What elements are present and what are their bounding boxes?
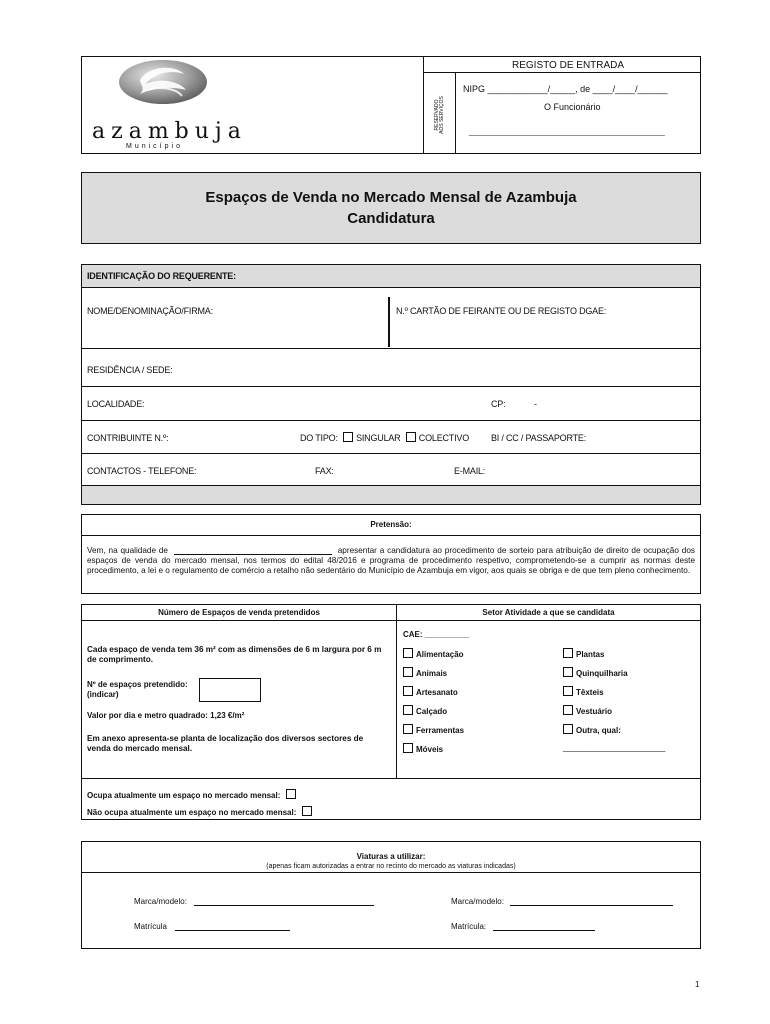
contribuinte-label: CONTRIBUINTE N.º:	[87, 433, 169, 443]
setores-col1	[403, 648, 553, 762]
espacos-col1-heading: Número de Espaços de venda pretendidos	[158, 608, 320, 617]
cartao-label: N.º CARTÃO DE FEIRANTE OU DE REGISTO DGAE:	[396, 306, 607, 316]
n-espacos-label: Nº de espaços pretendido:	[87, 680, 188, 689]
n-espacos-input[interactable]	[199, 678, 261, 702]
setor-item[interactable]	[563, 724, 693, 743]
viaturas-subheading: (apenas ficam autorizadas a entrar no recinto do mercado as viaturas indicadas)	[266, 863, 516, 870]
page-title: Espaços de Venda no Mercado Mensal de Azambuja	[205, 189, 577, 206]
row-divider-4	[82, 453, 700, 454]
pretensao-body: apresentar a candidatura ao procedimento de sorteio para atribuição de direito de ocupação dos espaços de venda do mercado mensal, nos termos do edital 48/2016 e programa de procedimento respetivo, comprometendo-se a cumprir as normas deste procedimento, a lei e o regulamento de comércio a retalho não sedentário do Município de Azambuja em vigor, aos quais se obriga e de que tem pleno conhecimento.	[87, 546, 695, 575]
setor-item[interactable]	[403, 648, 553, 667]
matricula-left-label: Matrícula	[134, 922, 167, 931]
setor-label: Móveis	[416, 745, 444, 754]
marca-left-input[interactable]	[194, 905, 374, 906]
pretensao-prefix: Vem, na qualidade de	[87, 546, 168, 555]
setor-item[interactable]	[403, 705, 553, 724]
setor-item[interactable]	[403, 724, 553, 743]
row-divider-3	[82, 420, 700, 421]
page-subtitle: Candidatura	[347, 210, 435, 227]
valor-label: Valor por dia e metro quadrado: 1,23 €/m²	[87, 711, 245, 720]
espaco-descricao: Cada espaço de venda tem 36 m² com as dimensões de 6 m largura por 6 m de comprimento.	[87, 645, 382, 664]
row-divider-1	[82, 348, 700, 349]
matricula-right-input[interactable]	[493, 930, 595, 931]
nome-divider	[388, 297, 390, 347]
setor-checkbox[interactable]	[403, 648, 413, 658]
cp-label: CP:	[491, 399, 506, 409]
ocupa-row	[87, 789, 299, 800]
setor-checkbox[interactable]	[563, 667, 573, 677]
colectivo-checkbox[interactable]	[406, 432, 416, 442]
funcionario-signature-line[interactable]: ____________________________________________	[469, 127, 665, 136]
setor-label: Alimentação	[416, 650, 464, 659]
setor-label: Artesanato	[416, 688, 458, 697]
registo-title: REGISTO DE ENTRADA	[512, 60, 625, 71]
setor-label: Quinquilharia	[576, 669, 628, 678]
identificacao-footer-bar	[82, 485, 700, 504]
setor-item[interactable]	[563, 705, 693, 724]
setor-label: Plantas	[576, 650, 605, 659]
setor-checkbox[interactable]	[403, 686, 413, 696]
espacos-col-divider	[396, 605, 397, 778]
nao-ocupa-label: Não ocupa atualmente um espaço no mercado mensal:	[87, 808, 297, 817]
bi-label: BI / CC / PASSAPORTE:	[491, 433, 586, 443]
nao-ocupa-checkbox[interactable]	[302, 806, 312, 816]
tipo-label: DO TIPO:	[300, 433, 338, 443]
row-divider-2	[82, 386, 700, 387]
setor-label: Ferramentas	[416, 726, 465, 735]
setor-item[interactable]	[403, 743, 553, 762]
pretensao-heading: Pretensão:	[370, 520, 412, 529]
pretensao-divider	[82, 535, 700, 536]
setor-label: Animais	[416, 669, 448, 678]
n-espacos-hint: (indicar)	[87, 690, 119, 699]
fax-label: FAX:	[315, 466, 334, 476]
marca-right-label: Marca/modelo:	[451, 897, 504, 906]
ocupa-label: Ocupa atualmente um espaço no mercado mensal:	[87, 791, 281, 800]
logo-name: azambuja	[92, 119, 247, 144]
nipg-field[interactable]: NIPG ____________/_____, de ____/____/______	[463, 84, 668, 94]
setor-label: Vestuário	[576, 707, 613, 716]
setor-label: Outra, qual:	[576, 726, 621, 735]
page-number: 1	[695, 980, 700, 989]
matricula-right-label: Matrícula:	[451, 922, 487, 931]
contactos-label: CONTACTOS - TELEFONE:	[87, 466, 197, 476]
setor-checkbox[interactable]	[563, 686, 573, 696]
viaturas-divider	[82, 872, 700, 873]
title-box	[81, 172, 701, 244]
registo-underline	[423, 72, 701, 73]
setor-checkbox[interactable]	[563, 724, 573, 734]
setor-checkbox[interactable]	[403, 705, 413, 715]
setor-item[interactable]	[563, 686, 693, 705]
colectivo-label: COLECTIVO	[418, 433, 470, 443]
funcionario-label: O Funcionário	[544, 102, 601, 112]
pretensao-text	[87, 546, 695, 576]
setor-checkbox[interactable]	[563, 648, 573, 658]
setor-item[interactable]	[403, 686, 553, 705]
espacos-heading-divider	[82, 620, 700, 621]
reservado-divider	[455, 72, 456, 153]
tipo-group	[300, 432, 469, 443]
nao-ocupa-row	[87, 806, 315, 817]
setor-checkbox[interactable]	[403, 743, 413, 753]
matricula-left-input[interactable]	[175, 930, 290, 931]
outra-input-line[interactable]: _______________________	[563, 743, 666, 752]
singular-checkbox[interactable]	[343, 432, 353, 442]
marca-left-label: Marca/modelo:	[134, 897, 187, 906]
residencia-label: RESIDÊNCIA / SEDE:	[87, 365, 173, 375]
marca-right-input[interactable]	[510, 905, 673, 906]
setor-item[interactable]	[563, 648, 693, 667]
email-label: E-MAIL:	[454, 466, 486, 476]
setor-label: Têxteis	[576, 688, 604, 697]
cp-dash: -	[534, 399, 537, 409]
cae-field[interactable]: CAE: __________	[403, 630, 470, 639]
viaturas-heading: Viaturas a utilizar:	[356, 852, 426, 861]
identificacao-heading: IDENTIFICAÇÃO DO REQUERENTE:	[87, 271, 236, 281]
singular-label: SINGULAR	[356, 433, 401, 443]
setor-label: Calçado	[416, 707, 448, 716]
reservado-label: RESERVADO AOS SERVIÇOS	[434, 96, 445, 134]
setor-item[interactable]	[403, 667, 553, 686]
qualidade-input-line[interactable]	[174, 554, 332, 555]
setor-item[interactable]	[563, 667, 693, 686]
setores-col2	[563, 648, 693, 762]
setor-checkbox[interactable]	[403, 667, 413, 677]
setor-checkbox[interactable]	[403, 724, 413, 734]
anexo-text: Em anexo apresenta-se planta de localização dos diversos sectores de venda do mercado mensal.	[87, 734, 364, 753]
logo-subtitle: Município	[126, 143, 183, 150]
espacos-col2-heading: Setor Atividade a que se candidata	[482, 608, 615, 617]
setor-checkbox[interactable]	[563, 705, 573, 715]
ocupa-checkbox[interactable]	[286, 789, 296, 799]
nome-label: NOME/DENOMINAÇÃO/FIRMA:	[87, 306, 213, 316]
espacos-bottom-divider	[82, 778, 700, 779]
localidade-label: LOCALIDADE:	[87, 399, 145, 409]
